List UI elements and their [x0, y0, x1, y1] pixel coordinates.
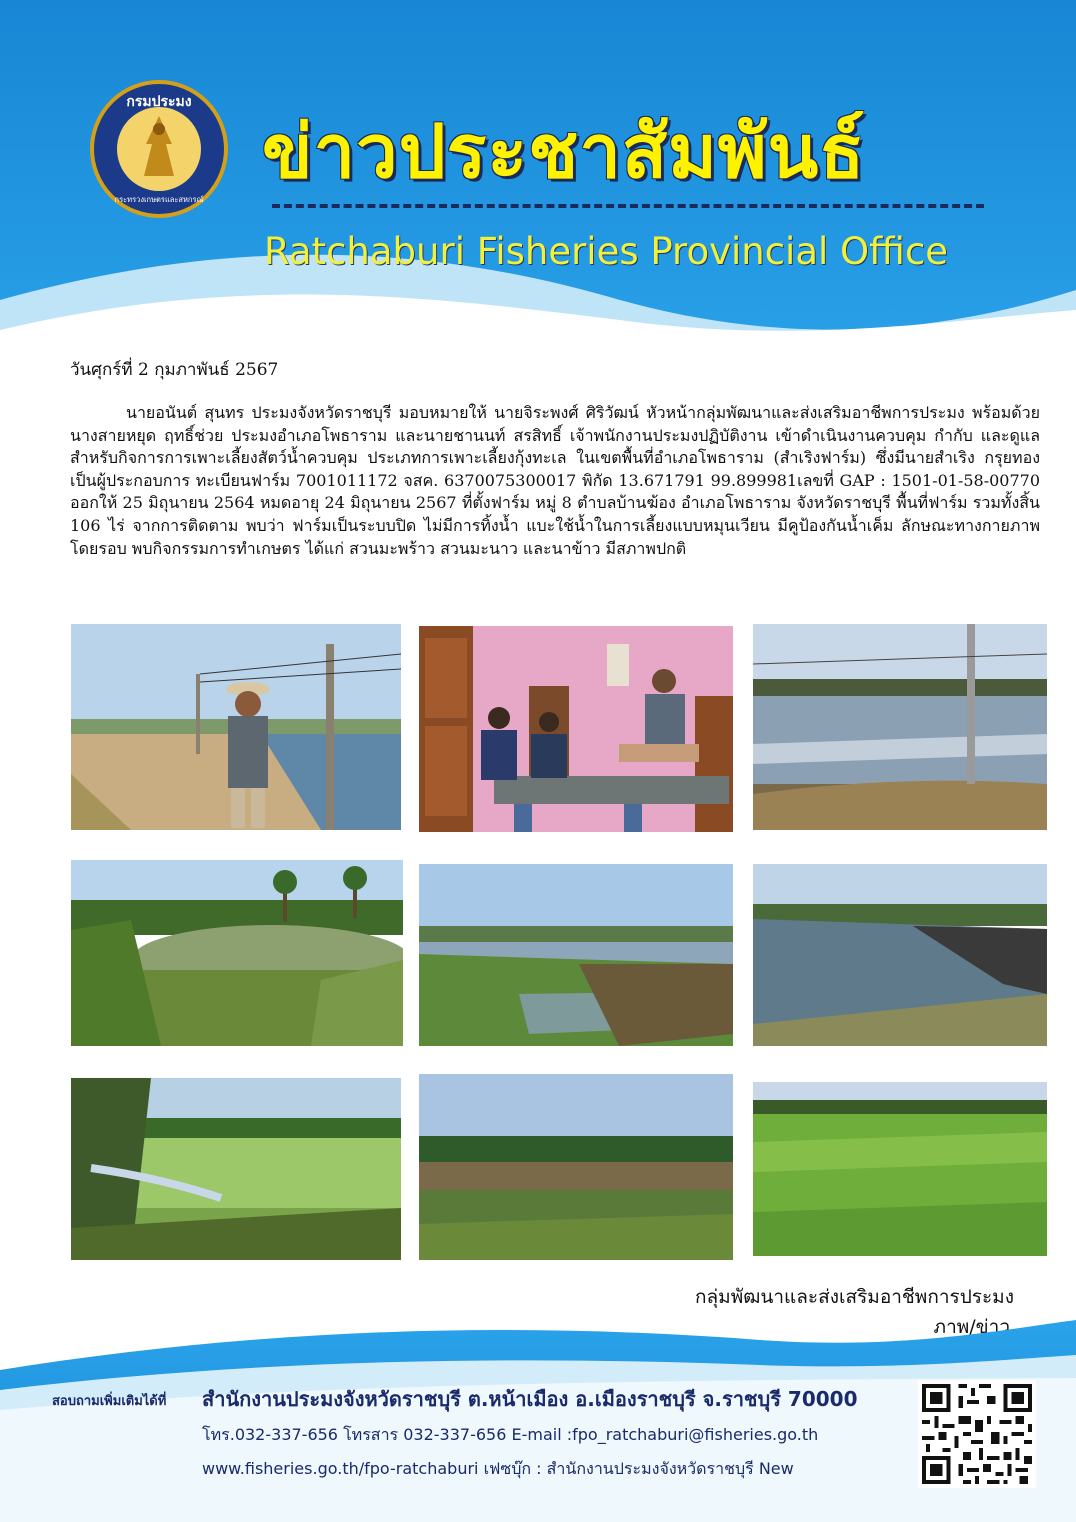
photo-coconut-plantation [419, 1074, 733, 1260]
logo-text-bottom: กระทรวงเกษตรและสหกรณ์ [114, 195, 204, 204]
photo-rice-field-through-trees [71, 1078, 401, 1260]
signature-group: กลุ่มพัฒนาและส่งเสริมอาชีพการประมง [695, 1286, 1014, 1308]
contact-website-facebook: www.fisheries.go.th/fpo-ratchaburi เฟซบุ๊ก : สำนักงานประมงจังหวัดราชบุรี New [202, 1459, 794, 1478]
logo-text-top: กรมประมง [126, 94, 192, 110]
news-body-text: นายอนันต์ สุนทร ประมงจังหวัดราชบุรี มอบหมายให้ นายจิระพงศ์ ศิริวัฒน์ หัวหน้ากลุ่มพัฒนาและส่งเสริมอาชีพการประมง พร้อมด้วยนางสายหยุด ฤทธิ์ช่วย ประมงอำเภอโพธาราม และนายชานนท์ สรสิทธิ์ เจ้าพนักงานประมงปฏิบัติงาน เข้าดำเนินงานควบคุม กำกับ และดูแล สำหรับกิจการการเพาะเลี้ยงสัตว์น้ำควบคุม ประเภทการเพาะเลี้ยงกุ้งทะเล ในเขตพื้นที่อำเภอโพธาราม (สำเริงฟาร์ม) ซึ่งมีนายสำเริง กรุยทอง เป็นผู้ประกอบการ ทะเบียนฟาร์ม 7001011172 จสค. 6370075300017 พิกัด 13.671791 99.899981เลขที่ GAP : 1501-01-58-00770 ออกให้ 25 มิถุนายน 2564 หมดอายุ 24 มิถุนายน 2567 ที่ตั้งฟาร์ม หมู่ 8 ตำบลบ้านฆ้อง อำเภอโพธาราม จังหวัดราชบุรี พื้นที่ฟาร์ม รวมทั้งสิ้น 106 ไร่ จากการติดตาม พบว่า ฟาร์มเป็นระบบปิด ไม่มีการทิ้งน้ำ แบะใช้น้ำในการเลี้ยงแบบหมุนเวียน มีคูป้องกันน้ำเค็ม ลักษณะทางกายภาพโดยรอบ พบกิจกรรมการทำเกษตร ได้แก่ สวนมะพร้าว สวนมะนาว และนาข้าว มีสภาพปกติ [70, 403, 1040, 558]
contact-phone-email: โทร.032-337-656 โทรสาร 032-337-656 E-mail :fpo_ratchaburi@fisheries.go.th [202, 1425, 819, 1444]
contact-label: สอบถามเพิ่มเติมได้ที่ [52, 1394, 167, 1409]
photo-pond-embankment [419, 864, 733, 1046]
news-body [70, 402, 1040, 560]
title-divider [272, 204, 984, 208]
contact-office: สำนักงานประมงจังหวัดราชบุรี ต.หน้าเมือง อ.เมืองราชบุรี จ.ราชบุรี 70000 [202, 1387, 858, 1411]
signature-credit: ภาพ/ข่าว [933, 1316, 1010, 1338]
photo-pond-banana-trees [71, 860, 403, 1046]
department-of-fisheries-logo [90, 80, 228, 218]
photo-green-rice-field [753, 1082, 1047, 1256]
title-english: Ratchaburi Fisheries Provincial Office [264, 230, 949, 273]
photo-farm-road-man [71, 624, 401, 830]
news-date: วันศุกร์ที่ 2 กุมภาพันธ์ 2567 [70, 360, 279, 380]
title-thai: ข่าวประชาสัมพันธ์ [262, 109, 866, 195]
photo-office-meeting [419, 626, 733, 832]
photo-shrimp-pond-aerators [753, 624, 1047, 830]
photo-lined-pond [753, 864, 1047, 1046]
qr-code-icon[interactable] [918, 1380, 1036, 1488]
